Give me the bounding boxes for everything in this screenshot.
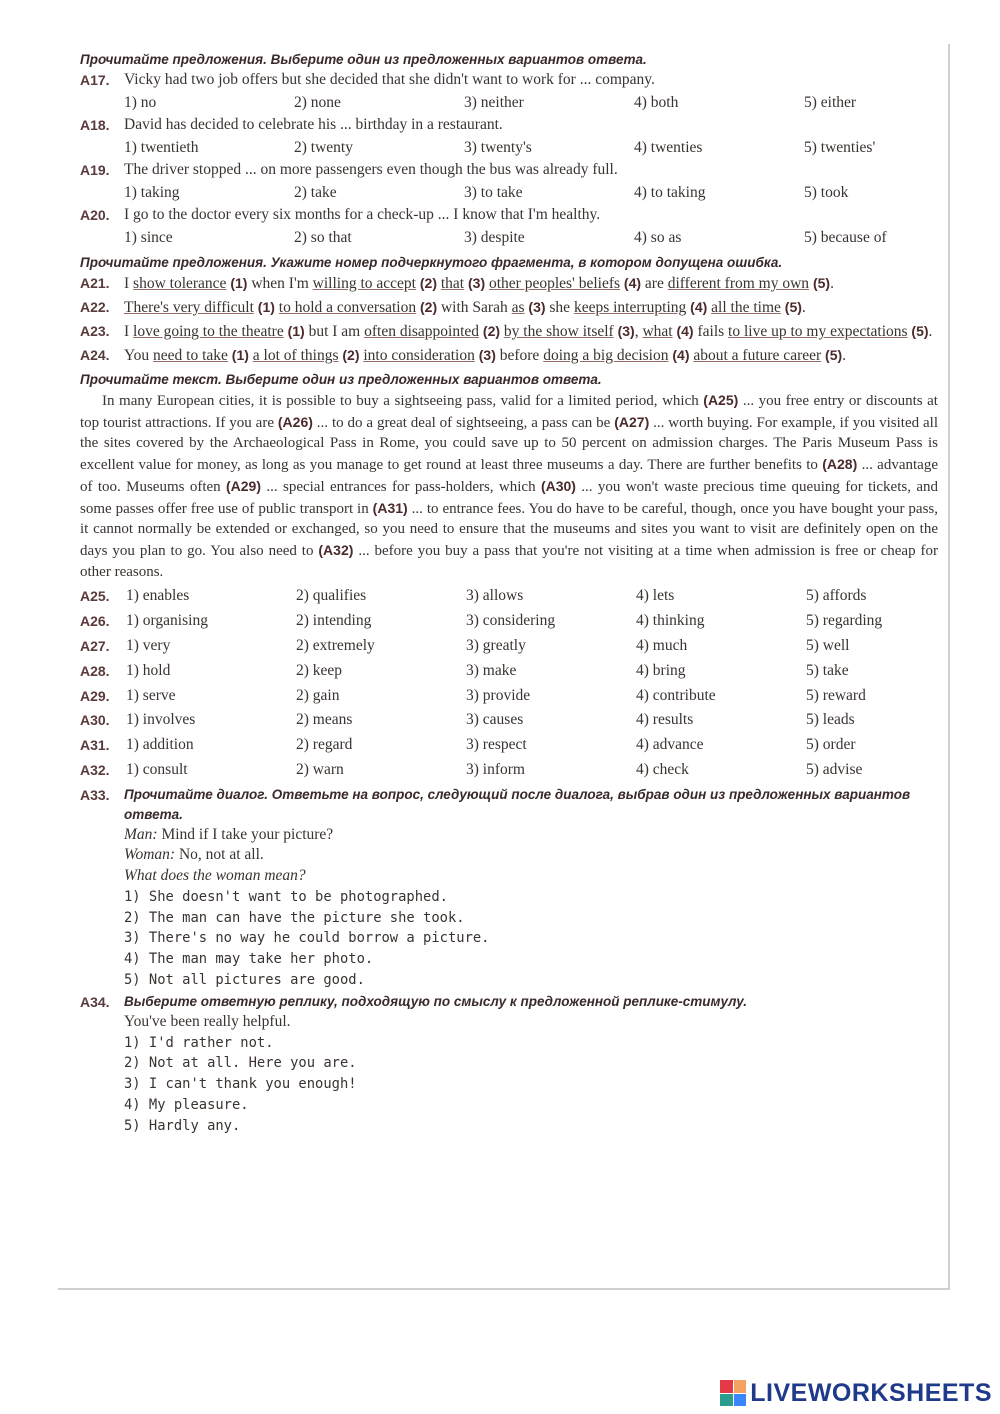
fragment-marker: (5) [809, 275, 831, 291]
underlined-fragment: a lot of things [252, 347, 339, 364]
underlined-fragment: what [642, 323, 673, 340]
grid-row [80, 684, 938, 709]
answer-option: 4) much [636, 636, 688, 654]
answer-option: 4) twenties [634, 139, 703, 156]
question-number: A31. [80, 737, 110, 754]
fragment-marker: (2) [338, 347, 360, 363]
man-line: Mind if I take your picture? [161, 825, 334, 843]
grid-row [80, 758, 938, 783]
a33-options [80, 887, 938, 991]
underlined-fragment: that [440, 275, 465, 292]
answer-option: 1) She doesn't want to be photographed. [124, 888, 448, 905]
question-text: The driver stopped ... on more passengers even though the bus was already full. [124, 161, 618, 178]
underlined-fragment: other peoples' beliefs [488, 275, 621, 292]
gap-marker: (A27) [614, 413, 650, 430]
a34-number: A34. [80, 993, 110, 1010]
answer-option: 5) order [806, 736, 856, 754]
answer-option: 2) gain [296, 686, 340, 704]
answer-option: 1) twentieth [124, 139, 199, 156]
fragment-marker: (2) [415, 275, 437, 291]
question-row [80, 70, 938, 90]
dialogue-line-woman [124, 845, 938, 866]
passage-text: ... you free entry or discounts at top tourist attractions. If you are [80, 393, 938, 431]
brand-logo-icon [720, 1380, 746, 1406]
underlined-fragment: often disappointed [364, 323, 480, 340]
gap-marker: (A31) [372, 499, 408, 516]
gap-marker: (A29) [226, 477, 262, 494]
answer-option: 3) allows [466, 587, 524, 605]
section1-questions [80, 70, 938, 250]
answer-option: 3) despite [464, 229, 525, 246]
question-number: A30. [80, 712, 110, 729]
fragment-marker: (1) [227, 347, 249, 363]
logo-tile [720, 1394, 733, 1407]
underlined-fragment: keeps interrupting [573, 299, 687, 316]
gap-marker: (A28) [822, 456, 858, 473]
fragment-marker: (2) [479, 323, 501, 339]
answer-option: 3) inform [466, 760, 525, 778]
answer-option: 3) causes [466, 711, 524, 729]
reading-passage [80, 390, 938, 582]
question-text: I go to the doctor every six months for a check-up ... I know that I'm healthy. [124, 206, 601, 223]
a33-instruction: Прочитайте диалог. Ответьте на вопрос, следующий после диалога, выбрав один из предложенных вариантов ответа. [124, 786, 911, 822]
answer-option: 4) lets [636, 587, 675, 605]
error-question-row [80, 321, 938, 342]
grid-row [80, 609, 938, 634]
fragment-marker: (3) [613, 323, 635, 339]
logo-tile [734, 1394, 747, 1407]
answer-option: 4) so as [634, 229, 682, 246]
fragment-marker: (3) [524, 299, 546, 315]
question-number: A17. [80, 72, 110, 88]
sentence-text: . [830, 275, 834, 292]
question-row [80, 205, 938, 225]
answer-option: 5) took [804, 184, 849, 201]
question-number: A32. [80, 761, 110, 778]
sentence-text: with Sarah [437, 299, 512, 316]
answer-option: 4) advance [636, 736, 704, 754]
passage-text: ... worth buying. For example, if you visited all the sites covered by the Archaeological Pass in Rome, you could save up to 50 percent on admission charges. The Paris Museum Pass is excellent value for money, as long as you manage to get round at least three museums a day. There are further benefits to [80, 414, 939, 474]
answer-option: 3) I can't thank you enough! [124, 1076, 357, 1093]
answer-option: 5) reward [806, 686, 866, 704]
answer-option: 1) taking [124, 184, 180, 201]
dialogue-line-man [124, 825, 938, 846]
a34-instruction: Выберите ответную реплику, подходящую по смыслу к предложенной реплике-стимулу. [124, 993, 747, 1009]
answer-option: 5) affords [806, 587, 867, 605]
underlined-fragment: love going to the theatre [133, 323, 284, 340]
passage-text: ... to entrance fees. You do have to be careful, though, once you have bought your pass, it cannot normally be extended or exchanged, so you need to ensure that the museums and sites you want to visit are definitely open on the days you plan to go. You also need to [80, 500, 938, 559]
speaker-woman: Woman: [124, 846, 176, 864]
answer-option: 1) very [126, 636, 171, 654]
answer-option: 4) both [634, 94, 679, 111]
answer-option: 2) extremely [296, 636, 375, 654]
fragment-marker: (4) [686, 299, 708, 315]
answer-option: 3) neither [464, 94, 524, 111]
answer-option: 5) either [804, 94, 857, 111]
liveworksheets-brand [720, 1378, 992, 1408]
underlined-fragment: by the show itself [503, 323, 614, 340]
logo-tile [720, 1380, 733, 1393]
grid-row [80, 659, 938, 684]
answer-option: 1) organising [126, 612, 208, 630]
question-number: A29. [80, 687, 110, 704]
answer-option: 5) regarding [806, 612, 883, 630]
woman-line: No, not at all. [178, 846, 264, 864]
answer-option: 2) none [294, 94, 341, 111]
question-number: A24. [80, 347, 110, 363]
error-question-row [80, 273, 938, 294]
sentence-text: . [928, 323, 933, 340]
worksheet-content [80, 50, 938, 1136]
sentence-text: but I am [304, 323, 365, 340]
passage-text: ... before you buy a pass that you're not visiting at a time when admission is free or cheap for other reasons. [80, 542, 938, 580]
fragment-marker: (4) [620, 275, 642, 291]
answer-option: 1) hold [126, 661, 171, 679]
answer-option: 2) so that [294, 229, 352, 246]
option-row [80, 225, 938, 250]
answer-option: 1) I'd rather not. [124, 1034, 274, 1051]
answer-option: 1) involves [126, 711, 196, 729]
grid-row [80, 733, 938, 758]
answer-option: 5) well [806, 636, 850, 654]
answer-option: 4) contribute [636, 686, 716, 704]
underlined-fragment: show tolerance [133, 275, 227, 292]
answer-option: 1) enables [126, 587, 190, 605]
sentence-text: she [545, 299, 574, 316]
underlined-fragment: as [511, 299, 525, 316]
question-row [80, 115, 938, 135]
gap-marker: (A25) [703, 392, 739, 408]
question-text: Vicky had two job offers but she decided that she didn't want to work for ... company. [124, 71, 655, 88]
logo-tile [734, 1380, 747, 1393]
answer-option: 2) keep [296, 661, 343, 679]
answer-option: 3) twenty's [464, 139, 532, 156]
underlined-fragment: into consideration [363, 347, 475, 364]
answer-option: 4) bring [636, 661, 686, 679]
brand-text: LIVEWORKSHEETS [750, 1378, 992, 1407]
fragment-marker: (2) [416, 299, 438, 315]
fragment-marker: (4) [668, 347, 690, 363]
option-row [80, 180, 938, 205]
section3-instruction: Прочитайте текст. Выберите один из предложенных вариантов ответа. [80, 372, 602, 387]
sentence-text: when I'm [247, 275, 313, 292]
question-number: A22. [80, 299, 110, 315]
underlined-fragment: to live up to my expectations [728, 323, 908, 340]
answer-option: 5) because of [804, 229, 887, 246]
question-number: A18. [80, 117, 110, 133]
answer-option: 1) consult [126, 760, 188, 778]
answer-option: 3) provide [466, 686, 531, 704]
answer-option: 4) My pleasure. [124, 1096, 249, 1113]
underlined-fragment: all the time [711, 299, 781, 316]
underlined-fragment: about a future career [693, 347, 822, 364]
answer-option: 1) since [124, 229, 173, 246]
a33-dialogue [80, 825, 938, 887]
question-number: A25. [80, 588, 110, 605]
question-number: A26. [80, 613, 110, 630]
question-row [80, 160, 938, 180]
answer-option: 3) greatly [466, 636, 526, 654]
answer-option: 5) Not all pictures are good. [124, 972, 365, 988]
answer-option: 1) no [124, 94, 157, 111]
answer-option: 1) addition [126, 736, 194, 754]
question-number: A19. [80, 162, 110, 178]
underlined-fragment: to hold a conversation [278, 299, 417, 316]
question-number: A20. [80, 207, 110, 223]
answer-option: 5) twenties' [804, 139, 876, 156]
passage-text: In many European cities, it is possible to buy a sightseeing pass, valid for a limited period, which [102, 393, 704, 409]
underlined-fragment: different from my own [667, 275, 810, 292]
answer-option: 4) check [636, 760, 689, 778]
sentence-text: You [124, 347, 154, 364]
sentence-text: I [124, 275, 134, 292]
option-row [80, 90, 938, 115]
question-number: A27. [80, 637, 110, 654]
answer-option: 2) means [296, 711, 353, 729]
fragment-marker: (1) [253, 299, 275, 315]
underlined-fragment: need to take [153, 347, 228, 364]
answer-option: 5) take [806, 661, 849, 679]
answer-option: 3) respect [466, 736, 527, 754]
answer-option: 2) take [294, 184, 337, 201]
answer-option: 2) twenty [294, 139, 353, 156]
answer-option: 1) serve [126, 686, 176, 704]
answer-option: 4) thinking [636, 612, 705, 630]
gap-marker: (A26) [277, 413, 313, 430]
answer-grid [80, 584, 938, 782]
fragment-marker: (1) [226, 275, 248, 291]
answer-option: 5) Hardly any. [124, 1117, 241, 1134]
sentence-text: are [641, 275, 668, 292]
underlined-fragment: There's very difficult [124, 299, 254, 316]
section2-questions [80, 273, 938, 366]
answer-option: 2) qualifies [296, 587, 367, 605]
fragment-marker: (1) [283, 323, 305, 339]
passage-text: ... you won't waste precious time queuing for tickets, and some passes offer free use of public transport in [80, 478, 938, 517]
question-number: A28. [80, 662, 110, 679]
answer-option: 5) advise [806, 760, 863, 778]
option-row [80, 135, 938, 160]
answer-option: 4) to taking [634, 184, 706, 201]
sentence-text: , [634, 323, 643, 340]
section2-instruction: Прочитайте предложения. Укажите номер подчеркнутого фрагмента, в котором допущена ошибка. [80, 255, 783, 270]
answer-option: 2) intending [296, 612, 372, 630]
question-number: A21. [80, 275, 110, 291]
speaker-man: Man: [124, 825, 158, 843]
fragment-marker: (5) [821, 347, 843, 363]
a33-prompt: What does the woman mean? [124, 867, 306, 885]
fragment-marker: (3) [474, 347, 496, 363]
sentence-text: . [842, 347, 847, 364]
sentence-text: . [801, 299, 806, 316]
fragment-marker: (3) [464, 275, 486, 291]
question-text: David has decided to celebrate his ... birthday in a restaurant. [124, 116, 503, 133]
answer-option: 3) to take [464, 184, 523, 201]
section1-instruction: Прочитайте предложения. Выберите один из предложенных вариантов ответа. [80, 52, 647, 67]
grid-row [80, 584, 938, 609]
fragment-marker: (4) [672, 323, 694, 339]
fragment-marker: (5) [780, 299, 802, 315]
answer-option: 2) warn [296, 760, 344, 778]
a33-number: A33. [80, 786, 110, 803]
a34-options [80, 1033, 938, 1137]
sentence-text: fails [693, 323, 729, 340]
question-number: A23. [80, 323, 110, 339]
passage-text: ... advantage of too. Museums often [80, 457, 938, 495]
gap-marker: (A32) [318, 541, 354, 558]
grid-row [80, 708, 938, 733]
answer-option: 5) leads [806, 711, 855, 729]
error-question-row [80, 297, 938, 318]
answer-option: 2) regard [296, 736, 353, 754]
passage-text: ... to do a great deal of sightseeing, a pass can be [312, 414, 615, 431]
fragment-marker: (5) [907, 323, 929, 339]
underlined-fragment: doing a big decision [543, 347, 669, 364]
answer-option: 4) The man may take her photo. [124, 951, 374, 968]
gap-marker: (A30) [540, 477, 576, 494]
answer-option: 2) Not at all. Here you are. [124, 1055, 357, 1072]
sentence-text: before [495, 347, 544, 364]
answer-option: 2) The man can have the picture she took. [124, 909, 465, 926]
error-question-row [80, 345, 938, 366]
answer-option: 3) considering [466, 612, 556, 630]
passage-text: ... special entrances for pass-holders, which [261, 478, 541, 495]
answer-option: 3) make [466, 661, 517, 679]
sentence-text: I [124, 323, 134, 340]
grid-row [80, 634, 938, 659]
answer-option: 3) There's no way he could borrow a picture. [124, 930, 490, 947]
underlined-fragment: willing to accept [312, 275, 416, 292]
a34-question [80, 992, 938, 1012]
a34-stimulus: You've been really helpful. [124, 1012, 291, 1030]
answer-option: 4) results [636, 711, 694, 729]
a33-question [80, 785, 938, 825]
